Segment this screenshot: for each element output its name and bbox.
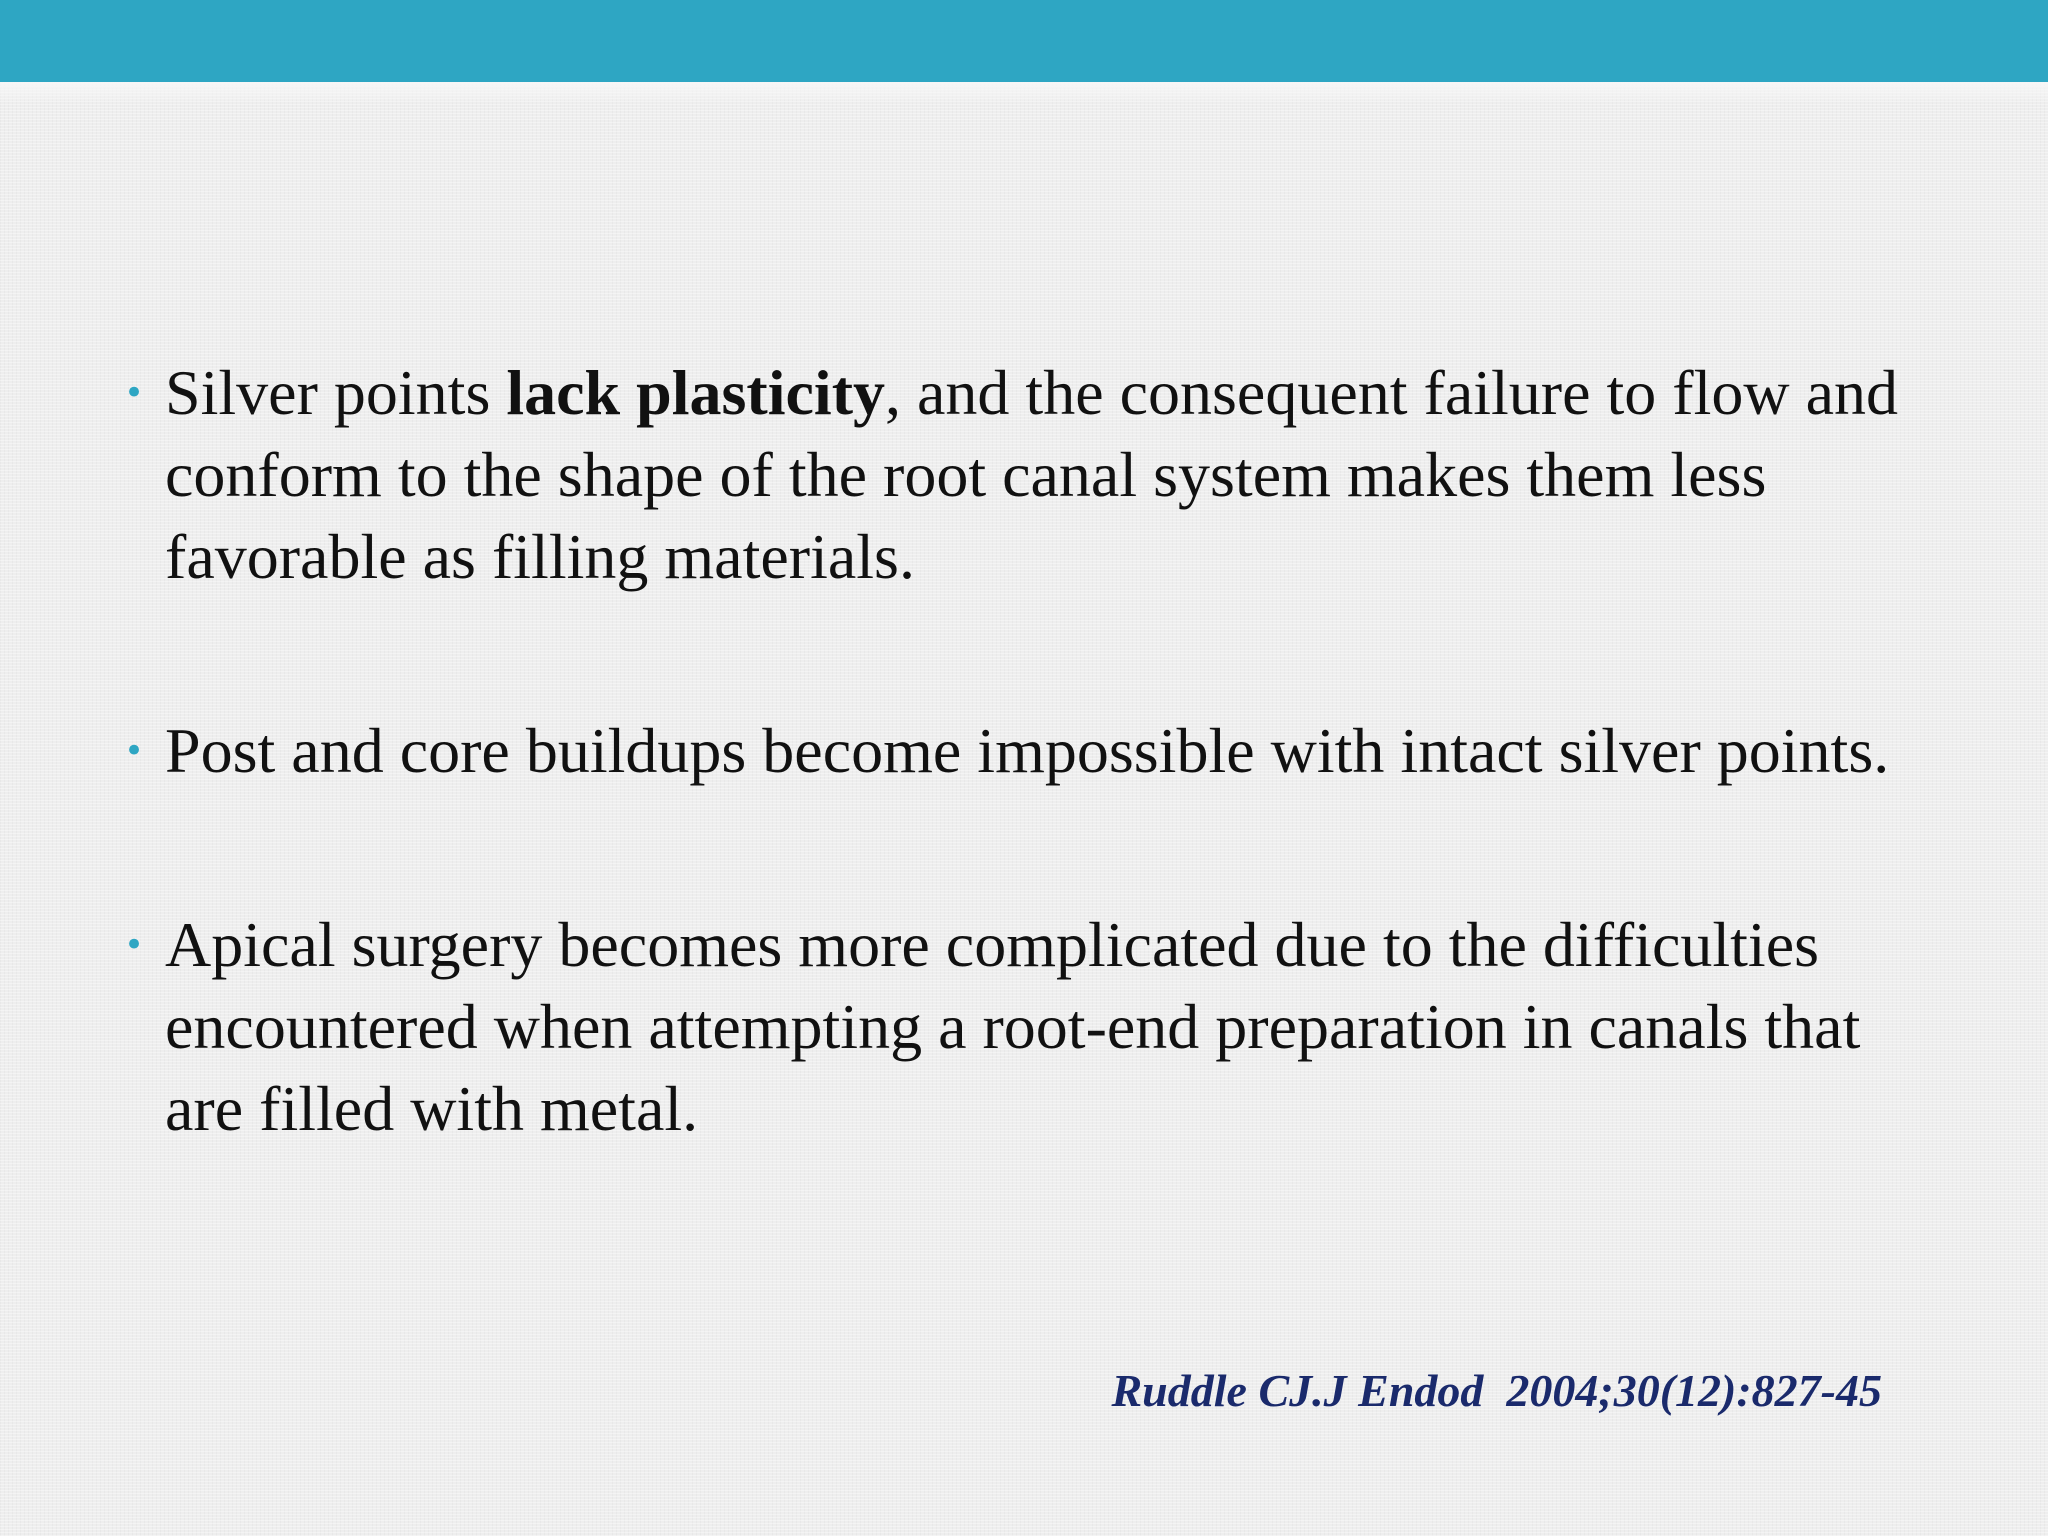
bullet-text: Post and core buildups become impossible with intact silver points.: [165, 715, 1890, 786]
bullet-icon: •: [124, 925, 145, 965]
bullet-icon: •: [124, 731, 145, 771]
bullet-item-apical-surgery: [120, 904, 1920, 1150]
header-accent-bar: [0, 0, 2048, 82]
bullet-bold-term: lack plasticity: [506, 357, 885, 428]
bullet-list: [120, 352, 1920, 1150]
bullet-item-post-core: [120, 710, 1920, 792]
bullet-text: Apical surgery becomes more complicated due to the difficulties encountered when attempting a root-end preparation in canals that are filled with metal.: [165, 909, 1861, 1144]
bullet-text-lead: Silver points: [165, 357, 507, 428]
bullet-text-rest: , and the consequent failure to flow and conform to the shape of the root canal system makes them less favorable as filling materials.: [165, 357, 1898, 592]
bullet-item-lack-plasticity: [120, 352, 1920, 598]
header-bar-shadow: [0, 82, 2048, 104]
citation-reference: Ruddle CJ.J Endod 2004;30(12):827-45: [1111, 1365, 1882, 1416]
bullet-icon: •: [124, 373, 145, 413]
